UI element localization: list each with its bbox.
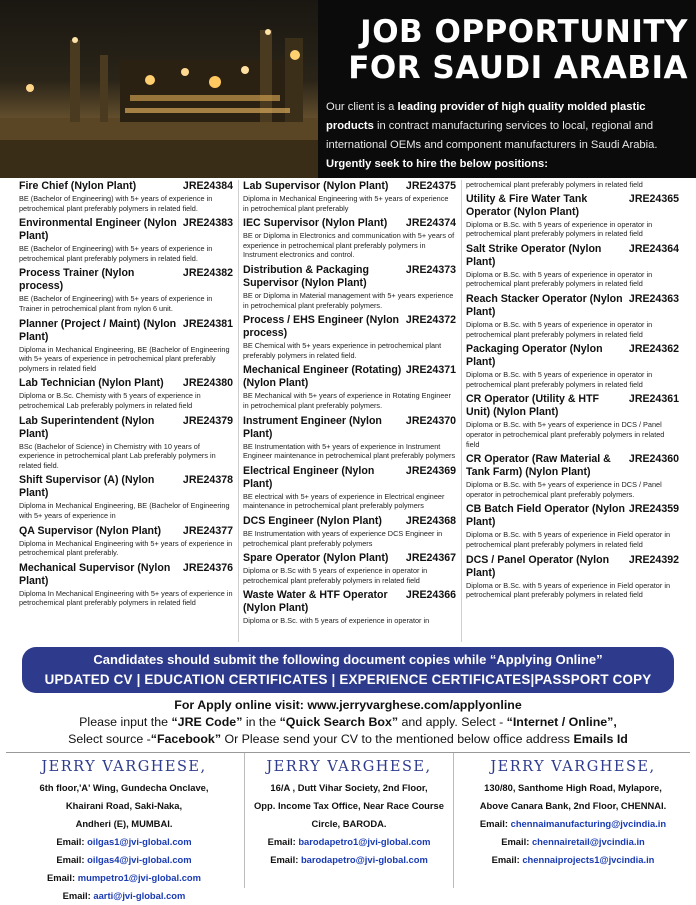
job-title-row (466, 503, 679, 529)
job-title: QA Supervisor (Nylon Plant) (19, 524, 162, 537)
apply-l3-a: Select source - (68, 732, 151, 746)
job-title: Mechanical Supervisor (Nylon Plant) (19, 561, 171, 587)
job-description: Diploma or B.Sc. with 5+ years of experience in DCS / Panel operator in petrochemical plant preferably polymers. (466, 480, 662, 499)
jre-code: JRE24379 (182, 414, 233, 427)
apply-l2-b: “JRE Code” (171, 715, 243, 729)
email-link[interactable]: chennairetail@jvcindia.in (531, 836, 645, 847)
job-description: BE electrical with 5+ years of experience in Electrical engineer maintenance in petrochemical plant preferably polymers (243, 491, 445, 511)
office-baroda (244, 753, 454, 888)
job-title: Reach Stacker Operator (Nylon Plant) (466, 292, 623, 318)
jre-code: JRE24365 (628, 192, 679, 205)
email-link[interactable]: aarti@jvi-global.com (93, 890, 186, 901)
job-description: Diploma or B.Sc. with 5 years of experience in operator in petrochemical plant preferably polymers in related field (466, 319, 653, 339)
job-description: BE (Bachelor of Engineering) with 5+ years of experience in petrochemical plant preferably polymers in related field. (19, 244, 213, 263)
job-column-2 (238, 180, 460, 642)
company-logo: JERRY VARGHESE, (490, 759, 656, 775)
job-title: IEC Supervisor (Nylon Plant) (243, 217, 388, 230)
apply-online-link[interactable]: For Apply online visit: www.jerryvarghese.com/applyonline (174, 698, 522, 712)
headline-line-2: FOR SAUDI ARABIA (348, 50, 688, 86)
job-description: Diploma or B.Sc. with 5 years of experience in operator in petrochemical plant preferably polymers in related field (466, 370, 653, 389)
email-label: Email: (501, 836, 532, 847)
job-posting (19, 525, 233, 558)
job-description: BE (Bachelor of Engineering) with 5+ years of experience in Trainer in petrochemical plant from nylon 6 unit. (19, 294, 213, 313)
jre-code: JRE24375 (405, 180, 456, 192)
job-posting (243, 552, 456, 585)
address-line: Opp. Income Tax Office, Near Race Course (254, 800, 444, 811)
apply-l2-d: “Quick Search Box” (279, 715, 399, 729)
job-posting (243, 465, 456, 511)
jre-code: JRE24377 (182, 524, 233, 537)
apply-instructions (0, 697, 696, 748)
job-title-row (19, 267, 233, 293)
email-row (245, 833, 453, 851)
job-posting (19, 267, 233, 313)
apply-l3-c: Or Please send your CV to the mentioned below office address (221, 732, 574, 746)
jre-code: JRE24360 (628, 453, 679, 466)
job-column-1 (15, 180, 237, 642)
banner-line-2: UPDATED CV | EDUCATION CERTIFICATES | EXPERIENCE CERTIFICATES|PASSPORT COPY (44, 672, 652, 687)
job-title: Lab Technician (Nylon Plant) (19, 377, 164, 390)
jre-code: JRE24364 (628, 242, 679, 255)
job-description: Diploma or B.Sc. with 5 years of experience in Field operator in petrochemical plant preferably polymers in related field (466, 580, 671, 600)
job-posting (466, 554, 679, 600)
jre-code: JRE24383 (182, 217, 233, 230)
jre-code: JRE24374 (405, 217, 456, 230)
job-column-3 (461, 180, 683, 642)
jre-code: JRE24384 (182, 180, 233, 192)
job-title-row (243, 465, 456, 491)
address-line: Andheri (E), MUMBAI. (75, 818, 173, 829)
job-title: Instrument Engineer (Nylon Plant) (243, 414, 382, 440)
jre-code: JRE24381 (182, 317, 233, 330)
jre-code: JRE24376 (182, 561, 233, 574)
jre-code: JRE24362 (628, 343, 679, 356)
email-link[interactable]: mumpetro1@jvi-global.com (77, 872, 201, 883)
job-posting (466, 193, 679, 239)
jre-code: JRE24370 (405, 414, 456, 427)
job-description: Diploma in Mechanical Engineering with 5+ years of experience in petrochemical plant preferably. (19, 538, 233, 558)
job-title: DCS / Panel Operator (Nylon Plant) (466, 553, 610, 579)
job-description: Diploma in Mechanical Engineering with 5+ years of experience in petrochemical plant preferably (243, 194, 449, 213)
job-title-row (243, 515, 456, 528)
job-title: Spare Operator (Nylon Plant) (243, 552, 389, 565)
job-title-row (243, 314, 456, 340)
apply-l3-b: “Facebook” (150, 732, 222, 746)
email-link[interactable]: chennaiprojects1@jvcindia.in (522, 854, 655, 865)
job-posting (243, 515, 456, 548)
intro-d: Urgently seek to hire the below positions: (326, 158, 548, 170)
email-label: Email: (62, 890, 94, 901)
job-posting (466, 453, 679, 499)
job-title: Salt Strike Operator (Nylon Plant) (466, 242, 602, 268)
intro-text (326, 98, 686, 174)
job-title: Mechanical Engineer (Rotating) (Nylon Plant) (243, 364, 402, 390)
job-title-row (466, 243, 679, 269)
job-title-row (466, 554, 679, 580)
job-description: BE Chemical with 5+ years experience in petrochemical plant preferably polymers in related field. (243, 341, 442, 360)
job-title-row (243, 415, 456, 441)
email-label: Email: (47, 872, 78, 883)
job-title: Waste Water & HTF Operator (Nylon Plant) (243, 589, 388, 615)
apply-l2-a: Please input the (79, 715, 172, 729)
job-title-row (243, 180, 456, 193)
headline (318, 14, 688, 86)
apply-l3-d: Emails Id (573, 732, 628, 746)
job-description: BE or Diploma in Electronics and communication with 5+ years of experience in petrochemical plant preferably polymers in Instrument electronics and control. (243, 231, 455, 260)
job-title: DCS Engineer (Nylon Plant) (243, 514, 382, 527)
office-chennai (456, 753, 690, 888)
job-posting (243, 264, 456, 310)
job-description: Diploma or B.Sc. with 5 years of experience in operator in petrochemical plant preferably polymers in related field (466, 269, 653, 289)
job-description: BE (Bachelor of Engineering) with 5+ years of experience in petrochemical plant preferably polymers in related field. (19, 194, 213, 213)
apply-l2-f: “Internet / Online”, (506, 715, 617, 729)
email-label: Email: (267, 836, 299, 847)
company-logo: JERRY VARGHESE, (41, 759, 207, 775)
office-mumbai (6, 753, 242, 901)
email-link[interactable]: oilgas1@jvi-global.com (87, 836, 192, 847)
job-posting (243, 589, 456, 626)
email-link[interactable]: chennaimanufacturing@jvcindia.in (510, 818, 667, 829)
job-title-row (243, 364, 456, 390)
job-posting (19, 180, 233, 213)
jre-code: JRE24392 (628, 553, 679, 566)
job-title-row (466, 393, 679, 419)
job-title-row (243, 264, 456, 290)
jre-code: JRE24373 (405, 263, 456, 276)
email-link[interactable]: oilgas4@jvi-global.com (87, 854, 192, 865)
job-title: Fire Chief (Nylon Plant) (19, 180, 137, 192)
job-title-row (243, 217, 456, 230)
job-posting (466, 293, 679, 339)
email-row (6, 887, 242, 905)
intro-b: leading provider of high quality molded plastic products (326, 101, 646, 132)
job-title-row (243, 589, 456, 615)
job-description: Diploma In Mechanical Engineering with 5+ years of experience in petrochemical plant preferably polymers in related field (19, 588, 233, 608)
jre-code: JRE24369 (405, 464, 456, 477)
job-posting (19, 217, 233, 263)
job-description: BE Instrumentation with years of experience DCS Engineer in petrochemical plant preferably polymers (243, 528, 443, 548)
job-title: Utility & Fire Water Tank Operator (Nylon Plant) (466, 192, 588, 218)
plant-illustration (0, 0, 318, 178)
job-posting (243, 415, 456, 461)
job-posting (466, 503, 679, 549)
header (0, 0, 696, 178)
job-title-row (19, 474, 233, 500)
job-posting (19, 377, 233, 410)
job-title-row (243, 552, 456, 565)
email-row (456, 815, 690, 833)
job-posting (466, 343, 679, 389)
job-posting (19, 562, 233, 608)
job-title: Electrical Engineer (Nylon Plant) (243, 464, 375, 490)
job-posting (243, 314, 456, 360)
job-title-row (19, 415, 233, 441)
job-description: Diploma or B.Sc. with 5 years of experience in operator in (243, 616, 430, 626)
office-addresses (6, 752, 690, 901)
email-row (456, 833, 690, 851)
email-label: Email: (270, 854, 301, 865)
job-title: Shift Supervisor (A) (Nylon Plant) (19, 474, 155, 500)
jre-code: JRE24363 (628, 292, 679, 305)
jre-code: JRE24371 (405, 364, 456, 377)
job-description: BSc (Bachelor of Science) in Chemistry with 10 years of experience in petrochemical plant Lab preferably polymers in related field. (19, 441, 216, 470)
address-line: Above Canara Bank, 2nd Floor, CHENNAI. (479, 800, 667, 811)
job-title-row (19, 562, 233, 588)
plant-night-photo (0, 0, 318, 178)
job-description: Diploma or B.Sc. with 5+ years of experience in DCS / Panel operator in petrochemical plant preferably polymers in related field (466, 420, 665, 449)
address-line: 130/80, Santhome High Road, Mylapore, (484, 782, 662, 793)
job-posting (466, 243, 679, 289)
job-title: Lab Superintendent (Nylon Plant) (19, 414, 155, 440)
jre-code: JRE24368 (405, 514, 456, 527)
job-title-row (19, 318, 233, 344)
jre-code: JRE24378 (182, 474, 233, 487)
job-title: Process / EHS Engineer (Nylon process) (243, 314, 400, 340)
job-description: Diploma or B.Sc. Chemisty with 5 years of experience in petrochemical Lab preferably polymers in related field (19, 391, 201, 410)
job-title: Lab Supervisor (Nylon Plant) (243, 180, 389, 192)
job-title: Planner (Project / Maint) (Nylon Plant) (19, 317, 177, 343)
address-line: 6th floor,'A' Wing, Gundecha Onclave, (39, 782, 209, 793)
job-description-continued: petrochemical plant preferably polymers in related field (466, 180, 643, 189)
jre-code: JRE24372 (405, 314, 456, 327)
job-title: Process Trainer (Nylon process) (19, 267, 135, 293)
apply-l2-e: and apply. Select - (398, 715, 507, 729)
job-title: Packaging Operator (Nylon Plant) (466, 343, 603, 369)
job-title-row (19, 377, 233, 390)
job-title-row (19, 525, 233, 538)
job-posting (19, 474, 233, 520)
job-description: BE Instrumentation with 5+ years of experience in Instrument Engineer maintenance in petrochemical plant preferably polymers (243, 441, 456, 461)
job-posting (19, 318, 233, 374)
job-description: BE or Diploma in Material management with 5+ years experience in petrochemical plant preferably polymers. (243, 290, 454, 310)
email-label: Email: (56, 854, 88, 865)
jre-code: JRE24367 (405, 552, 456, 565)
job-title-row (466, 193, 679, 219)
job-posting (243, 217, 456, 260)
company-logo: JERRY VARGHESE, (266, 759, 432, 775)
job-description: BE Mechanical with 5+ years of experience in Rotating Engineer in petrochemical plant preferably polymers. (243, 391, 451, 410)
jre-code: JRE24359 (628, 503, 679, 516)
job-posting (466, 393, 679, 449)
job-title: Distribution & Packaging Supervisor (Nylon Plant) (243, 263, 369, 289)
job-description: Diploma or B.Sc. with 5 years of experience in operator in petrochemical plant preferably polymers in related field (466, 219, 653, 239)
job-posting (243, 180, 456, 213)
job-title: CB Batch Field Operator (Nylon Plant) (466, 503, 625, 529)
address-line: Khairani Road, Saki-Naka, (65, 800, 183, 811)
job-description: Diploma in Mechanical Engineering, BE (Bachelor of Engineering with 5+ years of experience in (19, 501, 230, 520)
job-listings (0, 180, 696, 642)
email-row (6, 833, 242, 851)
banner-line-1: Candidates should submit the following document copies while “Applying Online” (93, 652, 603, 667)
jre-code: JRE24382 (182, 267, 233, 280)
jre-code: JRE24366 (405, 589, 456, 602)
job-title: CR Operator (Raw Material & Tank Farm) (Nylon Plant) (466, 453, 611, 479)
headline-line-1: JOB OPPORTUNITY (360, 14, 688, 50)
apply-l2-c: in the (242, 715, 280, 729)
jre-code: JRE24361 (628, 393, 679, 406)
job-title: CR Operator (Utility & HTF Unit) (Nylon Plant) (466, 393, 600, 419)
job-title-row (466, 453, 679, 479)
job-title-row (19, 180, 233, 193)
job-title-row (466, 293, 679, 319)
email-row (6, 869, 242, 887)
address-line: 16/A , Dutt Vihar Society, 2nd Floor, (270, 782, 428, 793)
email-row (456, 851, 690, 869)
job-posting (19, 415, 233, 471)
email-link[interactable]: barodapetro@jvi-global.com (300, 854, 428, 865)
address-line: Circle, BARODA. (311, 818, 387, 829)
job-title-row (19, 217, 233, 243)
intro-a: Our client is a (326, 101, 398, 113)
job-description: Diploma or B.Sc. with 5 years of experience in Field operator in petrochemical plant preferably polymers in related field (466, 530, 671, 549)
documents-banner (22, 647, 674, 693)
email-label: Email: (479, 818, 511, 829)
job-description: Diploma in Mechanical Engineering, BE (Bachelor of Engineering with 5+ years of experience in petrochemical plant preferably polymers in related field (19, 344, 230, 373)
job-title-row (466, 343, 679, 369)
email-label: Email: (56, 836, 88, 847)
intro-c: in contract manufacturing services to local, regional and international OEMs and component manufacturers in Saudi Arabia. (326, 120, 658, 151)
job-description: Diploma or B.Sc with 5 years of experience in operator in petrochemical plant preferably polymers in related field (243, 566, 428, 585)
job-posting (243, 364, 456, 410)
jre-code: JRE24380 (182, 377, 233, 390)
email-link[interactable]: barodapetro1@jvi-global.com (298, 836, 431, 847)
job-title: Environmental Engineer (Nylon Plant) (19, 217, 177, 243)
email-row (245, 851, 453, 869)
email-label: Email: (491, 854, 523, 865)
email-row (6, 851, 242, 869)
